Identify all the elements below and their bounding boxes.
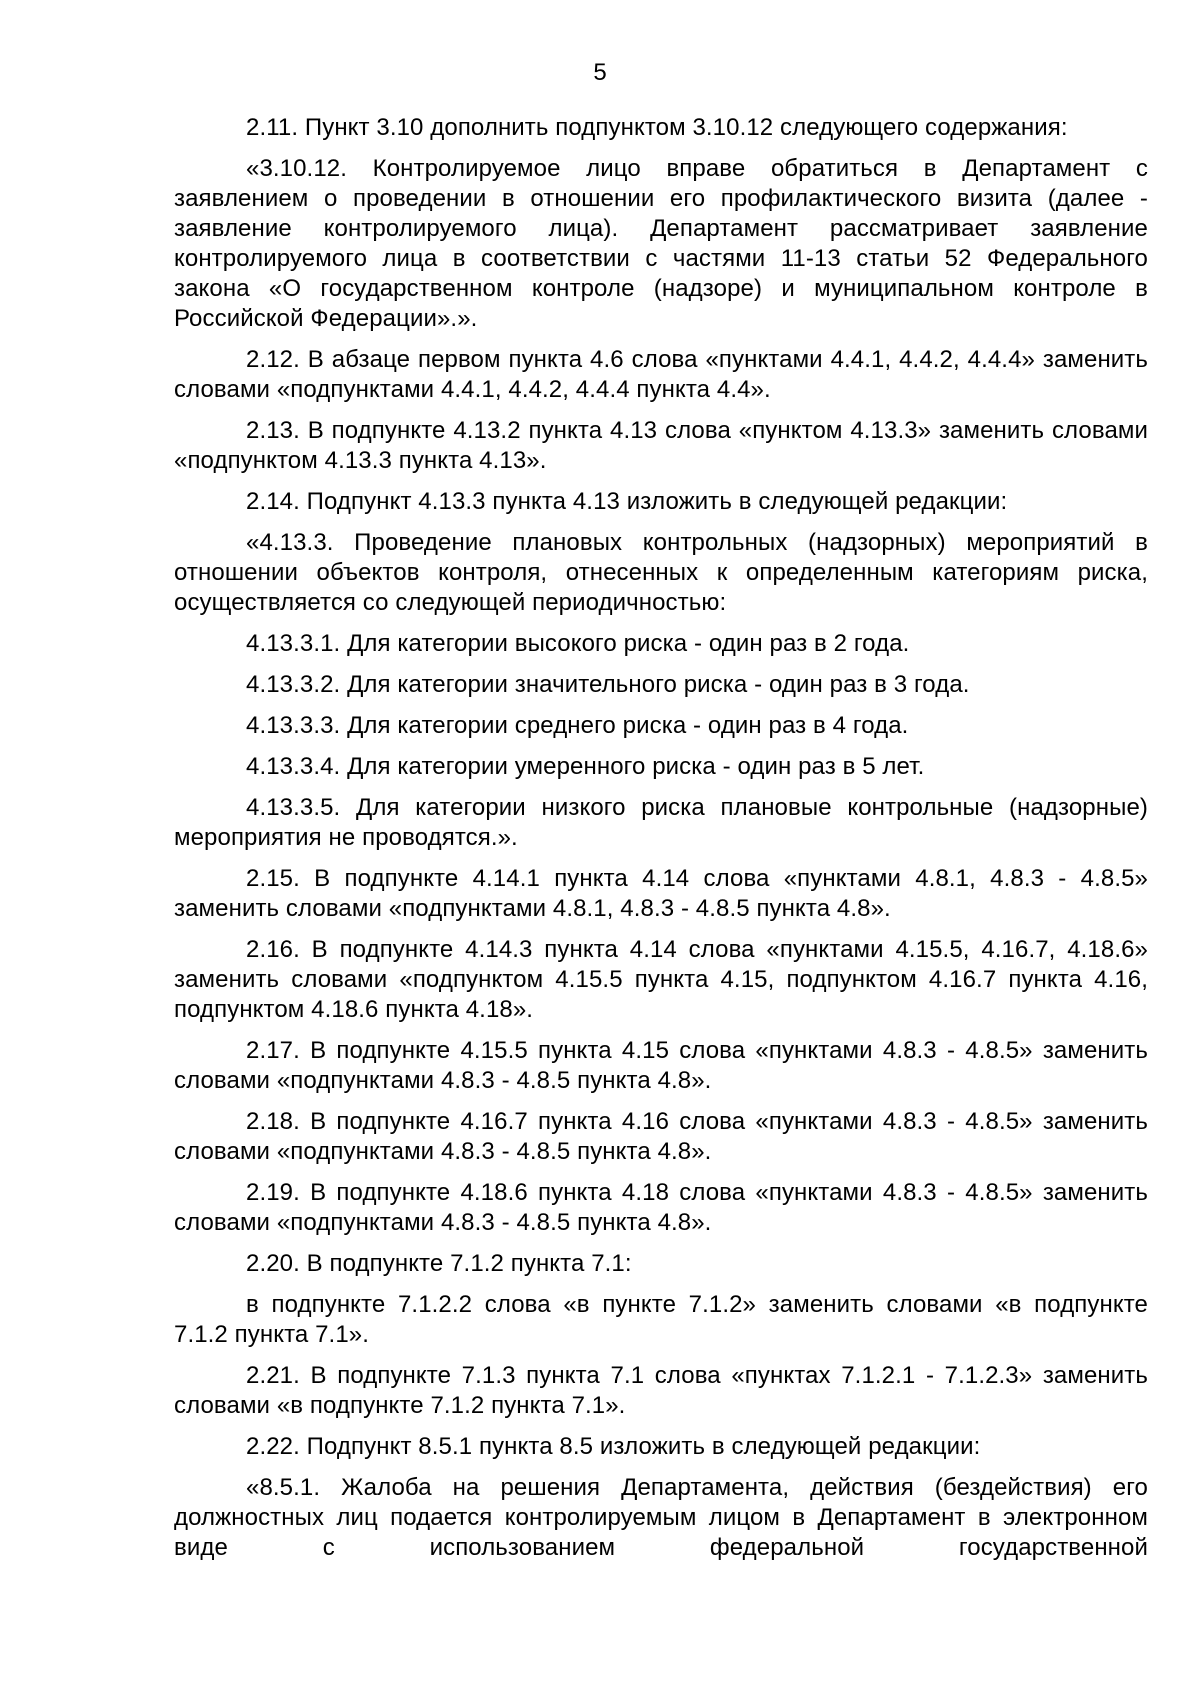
paragraph-2-16: 2.16. В подпункте 4.14.3 пункта 4.14 слова «пунктами 4.15.5, 4.16.7, 4.18.6» заменить словами «подпунктом 4.15.5 пункта 4.15, подпунктом 4.16.7 пункта 4.16, подпунктом 4.18.6 пункта 4.18». (174, 936, 1148, 1023)
paragraph-2-13: 2.13. В подпункте 4.13.2 пункта 4.13 слова «пунктом 4.13.3» заменить словами «подпунктом 4.13.3 пункта 4.13». (174, 417, 1148, 474)
paragraph-4-13-3-3: 4.13.3.3. Для категории среднего риска - один раз в 4 года. (246, 712, 909, 739)
paragraph-4-13-3-5: 4.13.3.5. Для категории низкого риска плановые контрольные (надзорные) мероприятия не проводятся.». (174, 794, 1148, 851)
paragraph-8-5-1-quote: «8.5.1. Жалоба на решения Департамента, действия (бездействия) его должностных лиц подается контролируемым лицом в Департамент в электронном виде с использованием федеральной государственной (174, 1474, 1148, 1561)
paragraph-2-21: 2.21. В подпункте 7.1.3 пункта 7.1 слова «пунктах 7.1.2.1 - 7.1.2.3» заменить словами «в подпункте 7.1.2 пункта 7.1». (174, 1362, 1148, 1419)
paragraph-2-18: 2.18. В подпункте 4.16.7 пункта 4.16 слова «пунктами 4.8.3 - 4.8.5» заменить словами «подпунктами 4.8.3 - 4.8.5 пункта 4.8». (174, 1108, 1148, 1165)
paragraph-2-20: 2.20. В подпункте 7.1.2 пункта 7.1: (246, 1250, 632, 1277)
paragraph-2-11: 2.11. Пункт 3.10 дополнить подпунктом 3.10.12 следующего содержания: (246, 114, 1068, 141)
paragraph-2-22: 2.22. Подпункт 8.5.1 пункта 8.5 изложить в следующей редакции: (246, 1433, 981, 1460)
document-body (174, 113, 1148, 1574)
paragraph-2-14: 2.14. Подпункт 4.13.3 пункта 4.13 изложить в следующей редакции: (246, 488, 1008, 515)
paragraph-4-13-3-1: 4.13.3.1. Для категории высокого риска - один раз в 2 года. (246, 630, 910, 657)
page-number: 5 (593, 59, 607, 86)
paragraph-4-13-3-4: 4.13.3.4. Для категории умеренного риска - один раз в 5 лет. (246, 753, 925, 780)
paragraph-2-12: 2.12. В абзаце первом пункта 4.6 слова «пунктами 4.4.1, 4.4.2, 4.4.4» заменить словами «подпунктами 4.4.1, 4.4.2, 4.4.4 пункта 4.4». (174, 346, 1148, 403)
paragraph-2-15: 2.15. В подпункте 4.14.1 пункта 4.14 слова «пунктами 4.8.1, 4.8.3 - 4.8.5» заменить словами «подпунктами 4.8.1, 4.8.3 - 4.8.5 пункта 4.8». (174, 865, 1148, 922)
paragraph-7-1-2-2-amendment: в подпункте 7.1.2.2 слова «в пункте 7.1.2» заменить словами «в подпункте 7.1.2 пункта 7.1». (174, 1291, 1148, 1348)
paragraph-2-19: 2.19. В подпункте 4.18.6 пункта 4.18 слова «пунктами 4.8.3 - 4.8.5» заменить словами «подпунктами 4.8.3 - 4.8.5 пункта 4.8». (174, 1179, 1148, 1236)
paragraph-2-17: 2.17. В подпункте 4.15.5 пункта 4.15 слова «пунктами 4.8.3 - 4.8.5» заменить словами «подпунктами 4.8.3 - 4.8.5 пункта 4.8». (174, 1037, 1148, 1094)
paragraph-4-13-3-2: 4.13.3.2. Для категории значительного риска - один раз в 3 года. (246, 671, 970, 698)
paragraph-4-13-3-quote: «4.13.3. Проведение плановых контрольных (надзорных) мероприятий в отношении объектов контроля, отнесенных к определенным категориям риска, осуществляется со следующей периодичностью: (174, 529, 1148, 616)
paragraph-3-10-12-quote: «3.10.12. Контролируемое лицо вправе обратиться в Департамент с заявлением о проведении в отношении его профилактического визита (далее - заявление контролируемого лица). Департамент рассматривает заявление контролируемого лица в соответствии с частями 11-13 статьи 52 Федерального закона «О государственном контроле (надзоре) и муниципальном контроле в Российской Федерации».». (174, 155, 1148, 332)
